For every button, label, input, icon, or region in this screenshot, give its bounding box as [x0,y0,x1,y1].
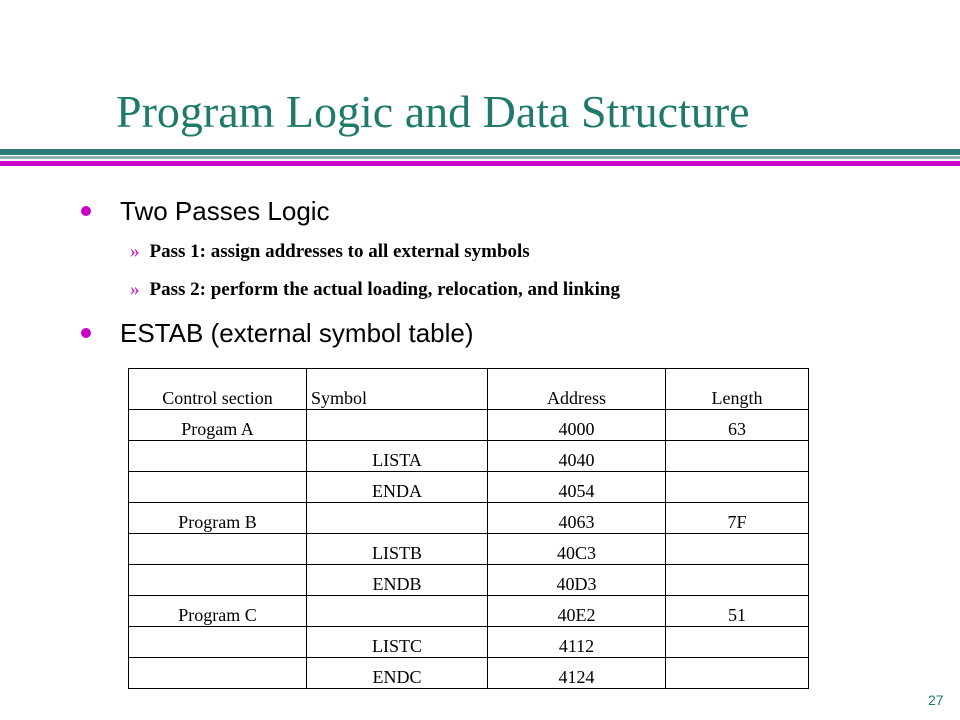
cell-address: 4000 [488,410,666,441]
table-row [129,441,809,472]
cell-length [666,441,809,472]
cell-control-section: Program B [129,503,307,534]
bullet-dot-icon [81,328,91,338]
cell-symbol: ENDB [307,565,488,596]
cell-length [666,534,809,565]
cell-address: 4063 [488,503,666,534]
cell-length: 63 [666,410,809,441]
cell-address: 4124 [488,658,666,689]
table-row [129,596,809,627]
sub-bullet-pass-1 [130,240,530,264]
estab-table [128,368,809,689]
table-header-row [129,369,809,410]
bullet-estab: ESTAB (external symbol table) [120,318,474,348]
page-number: 27 [928,692,944,708]
table-row [129,472,809,503]
cell-address: 4054 [488,472,666,503]
cell-symbol: LISTC [307,627,488,658]
bullet-two-passes-logic: Two Passes Logic [120,196,330,226]
cell-symbol [307,596,488,627]
cell-symbol: ENDA [307,472,488,503]
cell-length [666,565,809,596]
cell-symbol [307,410,488,441]
cell-address: 40E2 [488,596,666,627]
cell-address: 4112 [488,627,666,658]
cell-symbol [307,503,488,534]
sub-bullet-text: Pass 2: perform the actual loading, relocation, and linking [149,279,620,300]
bullet-dot-icon [81,206,91,216]
title-rule-dark [0,149,960,155]
cell-control-section [129,627,307,658]
slide-title: Program Logic and Data Structure [116,86,750,137]
table-row [129,658,809,689]
header-address: Address [488,369,666,410]
cell-symbol: LISTB [307,534,488,565]
sub-bullet-marker-icon: » [130,279,140,300]
header-symbol: Symbol [307,369,488,410]
cell-control-section: Program C [129,596,307,627]
cell-address: 4040 [488,441,666,472]
header-length: Length [666,369,809,410]
title-rule-accent [0,161,960,166]
cell-length [666,627,809,658]
sub-bullet-pass-2 [130,278,620,302]
title-rule-light [0,156,960,159]
cell-control-section [129,565,307,596]
cell-address: 40D3 [488,565,666,596]
sub-bullet-text: Pass 1: assign addresses to all external symbols [149,241,530,262]
table-row [129,503,809,534]
header-control-section: Control section [129,369,307,410]
cell-symbol: LISTA [307,441,488,472]
cell-control-section [129,472,307,503]
table-row [129,410,809,441]
table-row [129,627,809,658]
cell-length: 7F [666,503,809,534]
cell-control-section [129,534,307,565]
cell-symbol: ENDC [307,658,488,689]
cell-length [666,658,809,689]
cell-control-section [129,441,307,472]
table-row [129,534,809,565]
cell-address: 40C3 [488,534,666,565]
cell-control-section: Progam A [129,410,307,441]
cell-length [666,472,809,503]
cell-control-section [129,658,307,689]
sub-bullet-marker-icon: » [130,241,140,262]
cell-length: 51 [666,596,809,627]
table-row [129,565,809,596]
